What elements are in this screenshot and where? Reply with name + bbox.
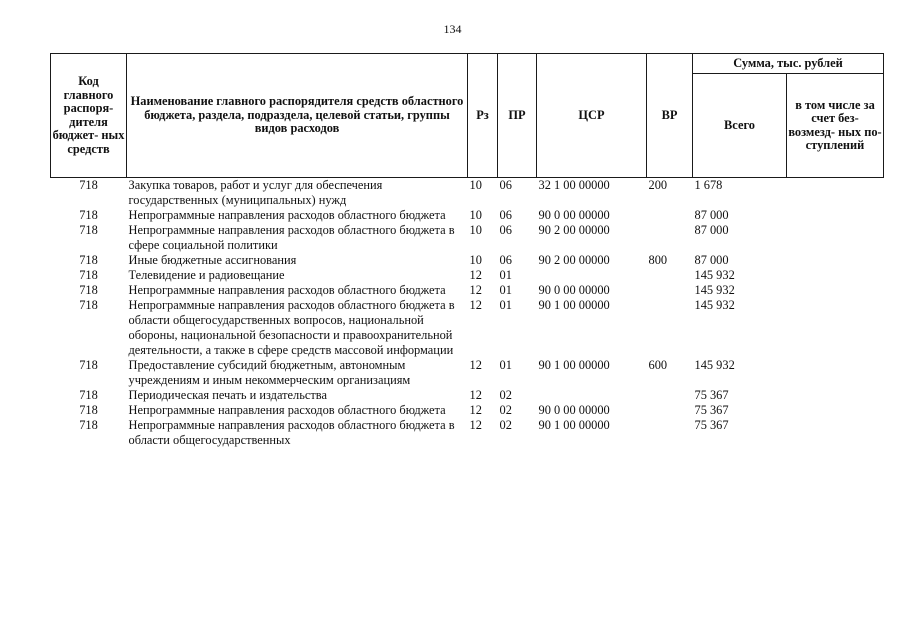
cell-vr [647,268,693,283]
cell-rz: 10 [469,223,482,237]
cell-code: 718 [79,223,98,237]
cell-csr: 90 0 00 00000 [538,283,610,297]
cell-name: Непрограммные направления расходов областного бюджета [128,403,446,417]
header-total: Всего [693,74,787,178]
page-number: 134 [443,22,462,36]
cell-pr: 02 [499,403,512,417]
table-row [51,298,884,358]
cell-free [787,268,884,283]
cell-vr: 200 [648,178,668,192]
cell-total: 75 367 [694,388,729,402]
cell-rz: 12 [469,403,482,417]
cell-vr: 600 [648,358,668,372]
cell-rz: 12 [469,268,482,282]
cell-name: Иные бюджетные ассигнования [128,253,297,267]
cell-free [787,298,884,358]
header-code: Код главного распоря- дителя бюджет- ных средств [51,54,127,178]
cell-free [787,403,884,418]
cell-total: 75 367 [694,403,729,417]
cell-total: 87 000 [694,223,729,237]
table-row [51,178,884,209]
header-vr: ВР [647,54,693,178]
table-row [51,253,884,268]
cell-code: 718 [79,298,98,312]
cell-pr: 06 [499,178,512,192]
cell-free [787,358,884,388]
cell-vr [647,388,693,403]
cell-total: 145 932 [694,283,735,297]
cell-total: 87 000 [694,253,729,267]
cell-name: Непрограммные направления расходов областного бюджета [128,208,446,222]
cell-code: 718 [79,268,98,282]
cell-rz: 12 [469,358,482,372]
cell-total: 145 932 [694,298,735,312]
cell-name: Предоставление субсидий бюджетным, автономным учреждениям и иным некоммерческим организациям [128,358,411,387]
cell-vr [647,208,693,223]
cell-csr [537,388,647,403]
cell-name: Непрограммные направления расходов областного бюджета в области общегосударственных вопросов, национальной обороны, национальной безопасности и правоохранительной деятельности, а также в сфере средств массовой информации [128,298,455,357]
cell-free [787,208,884,223]
cell-pr: 06 [499,208,512,222]
cell-code: 718 [79,418,98,432]
cell-total: 145 932 [694,358,735,372]
cell-free [787,223,884,253]
cell-rz: 10 [469,178,482,192]
cell-total: 87 000 [694,208,729,222]
cell-csr: 90 1 00 00000 [538,418,610,432]
cell-name: Периодическая печать и издательства [128,388,327,402]
cell-csr: 90 2 00 00000 [538,223,610,237]
cell-pr: 02 [499,418,512,432]
cell-vr [647,223,693,253]
cell-free [787,418,884,448]
cell-rz: 12 [469,283,482,297]
cell-csr: 32 1 00 00000 [538,178,610,192]
cell-pr: 01 [499,283,512,297]
cell-name: Непрограммные направления расходов областного бюджета в области общегосударственных [128,418,455,447]
cell-code: 718 [79,178,98,192]
cell-vr [647,403,693,418]
cell-total: 145 932 [694,268,735,282]
cell-rz: 12 [469,388,482,402]
table-row [51,283,884,298]
cell-csr: 90 2 00 00000 [538,253,610,267]
cell-pr: 06 [499,253,512,267]
budget-table [50,53,884,448]
table-row [51,268,884,283]
cell-code: 718 [79,403,98,417]
table-row [51,403,884,418]
cell-rz: 12 [469,418,482,432]
cell-vr [647,418,693,448]
table-row [51,223,884,253]
cell-name: Телевидение и радиовещание [128,268,285,282]
cell-csr: 90 0 00 00000 [538,403,610,417]
cell-free [787,283,884,298]
cell-code: 718 [79,283,98,297]
header-free: в том числе за счет без- возмезд- ных по- ступлений [787,74,884,178]
header-rz: Рз [468,54,498,178]
cell-pr: 01 [499,358,512,372]
cell-total: 1 678 [694,178,723,192]
table-row [51,208,884,223]
cell-free [787,253,884,268]
cell-pr: 06 [499,223,512,237]
cell-rz: 12 [469,298,482,312]
cell-free [787,388,884,403]
cell-csr [537,268,647,283]
cell-rz: 10 [469,253,482,267]
header-csr: ЦСР [537,54,647,178]
cell-free [787,178,884,209]
cell-csr: 90 0 00 00000 [538,208,610,222]
table-row [51,358,884,388]
table-row [51,418,884,448]
header-pr: ПР [498,54,537,178]
cell-csr: 90 1 00 00000 [538,298,610,312]
cell-name: Непрограммные направления расходов областного бюджета [128,283,446,297]
cell-vr: 800 [648,253,668,267]
table-row [51,388,884,403]
header-name: Наименование главного распорядителя средств областного бюджета, раздела, подраздела, целевой статьи, группы видов расходов [127,54,468,178]
cell-pr: 01 [499,298,512,312]
cell-name: Закупка товаров, работ и услуг для обеспечения государственных (муниципальных) нужд [128,178,383,207]
cell-vr [647,283,693,298]
cell-code: 718 [79,358,98,372]
cell-pr: 01 [499,268,512,282]
cell-name: Непрограммные направления расходов областного бюджета в сфере социальной политики [128,223,455,252]
cell-pr: 02 [499,388,512,402]
cell-code: 718 [79,208,98,222]
cell-csr: 90 1 00 00000 [538,358,610,372]
table-body [51,178,884,449]
cell-rz: 10 [469,208,482,222]
cell-total: 75 367 [694,418,729,432]
table-header [51,54,884,178]
header-sum: Сумма, тыс. рублей [693,54,884,74]
cell-code: 718 [79,253,98,267]
cell-vr [647,298,693,358]
cell-code: 718 [79,388,98,402]
